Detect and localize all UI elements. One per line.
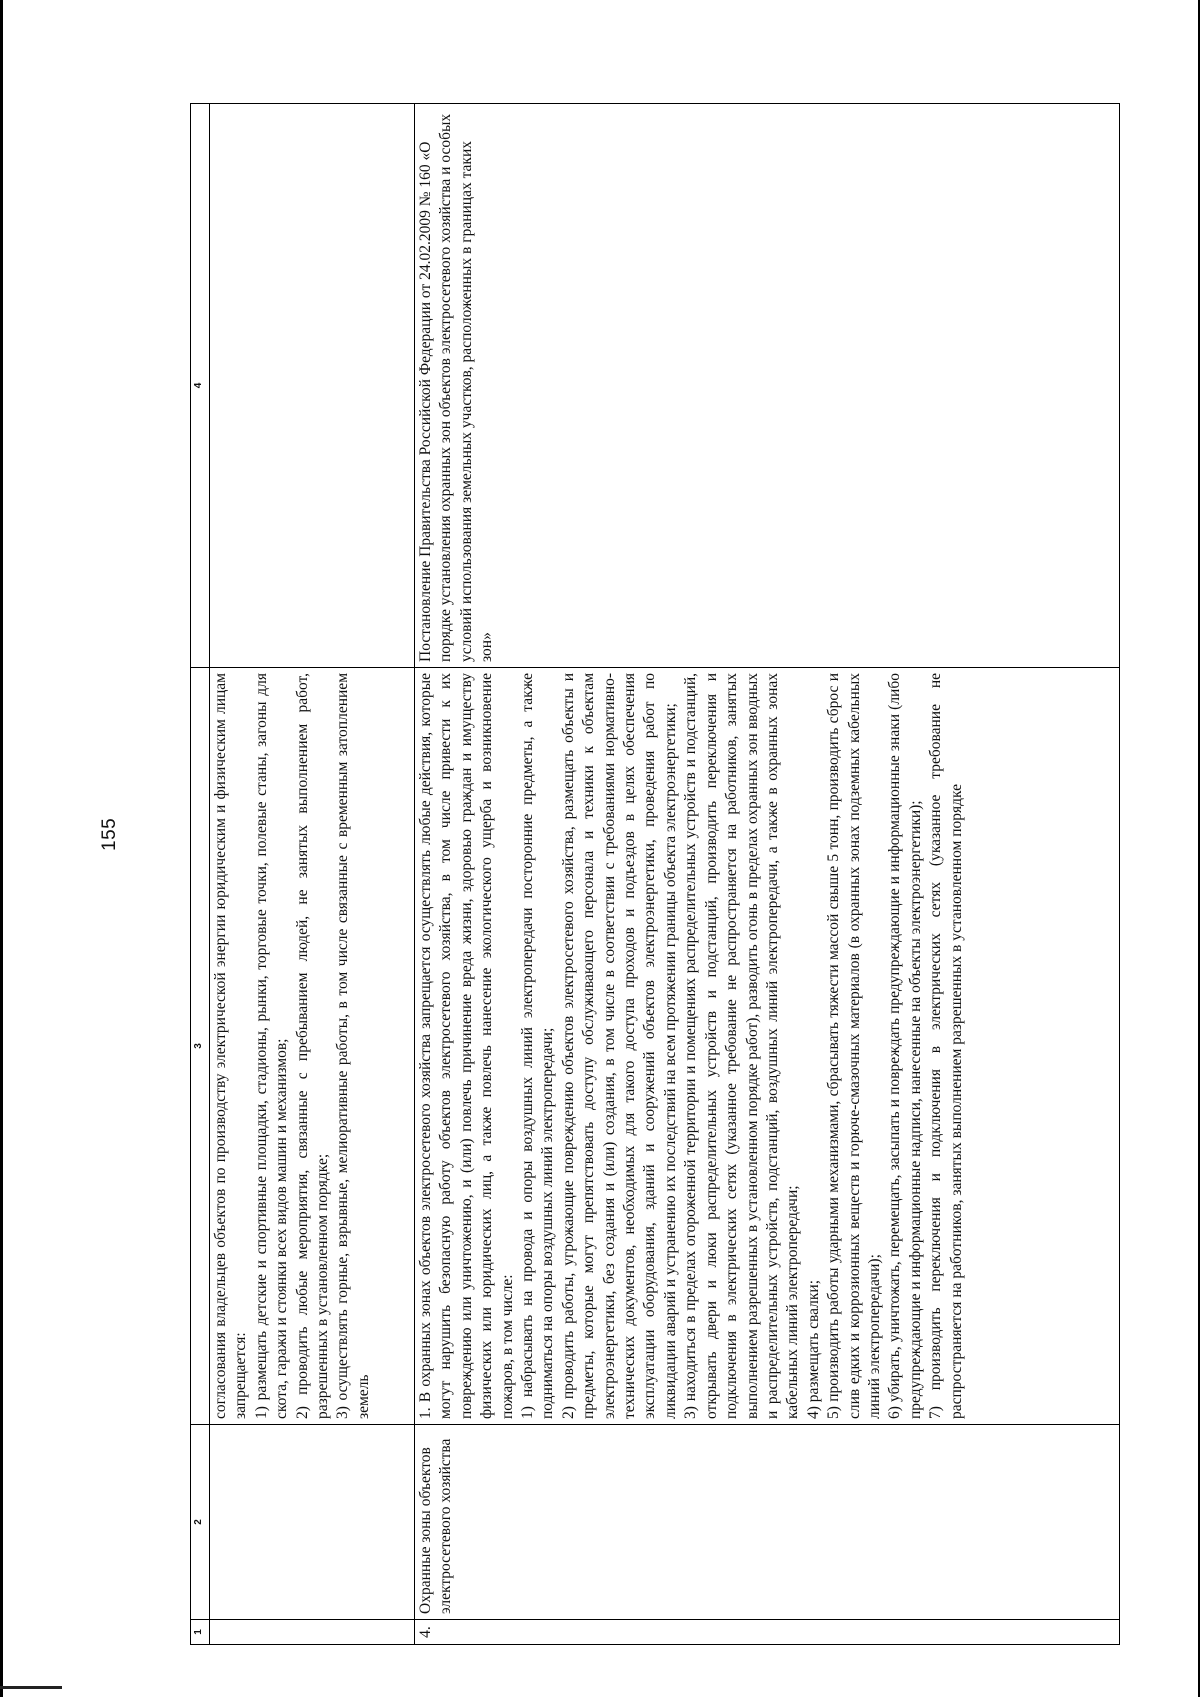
regulation-paragraph: 2) проводить любые мероприятия, связанные с пребыванием людей, не занятых выполнением работ, разрешенных в установленном порядке; [293, 673, 332, 1419]
table-row-4 [415, 104, 1120, 1645]
header-col-2: 2 [191, 1425, 210, 1620]
legal-document-reference: Постановление Правительства Российской Федерации от 24.02.2009 № 160 «О порядке установления охранных зон объектов электросетевого хозяйства и особых условий использования земельных участков, расположенных в границах таких зон» [415, 104, 1120, 668]
zone-name: Охранные зоны объектов электросетевого хозяйства [415, 1425, 1120, 1620]
regulations-table [190, 103, 1120, 1645]
row-number: 4. [415, 1620, 1120, 1645]
regulation-paragraph: 5) производить работы ударными механизмами, сбрасывать тяжести массой свыше 5 тонн, производить сброс и слив едких и коррозионных веществ и горюче-смазочных материалов (в охранных зонах подземных кабельных линий электропередачи); [825, 673, 883, 1419]
header-row [191, 104, 210, 1645]
scan-artifact-line [0, 1686, 62, 1689]
table-row-continued [210, 104, 415, 1645]
row4-regulations-cell [415, 668, 1120, 1425]
regulation-paragraph: 3) находиться в пределах огороженной территории и помещениях распределительных устройств и подстанций, открывать двери и люки распределительных устройств и подстанций, производить переключения и подключения в электрических сетях (указанное требование не распространяется на работников, занятых выполнением разрешенных в установленном порядке работ), разводить огонь в пределах охранных зон вводных и распределительных устройств, подстанций, воздушных линий электропередачи, а также в охранных зонах кабельных линий электропередачи; [682, 673, 802, 1419]
cont-num-cell [210, 1620, 415, 1645]
cont-document-cell [210, 104, 415, 668]
regulation-paragraph: 6) убирать, уничтожать, перемещать, засыпать и повреждать предупреждающие и информационные знаки (либо предупреждающие и информационные надписи, нанесенные на объекты электроэнергетики); [886, 673, 924, 1419]
regulation-paragraph: 2) проводить работы, угрожающие повреждению объектов электросетевого хозяйства, размещать объекты и предметы, которые могут препятствовать доступу обслуживающего персонала и техники к объектам электроэнергетики, без создания и (или) создания, в том числе в соответствии с требованиями нормативно-технических документов, необходимых для такого доступа проходов и подъездов в целях обеспечения эксплуатации оборудования, зданий и сооружений объектов электроэнергетики, проведения работ по ликвидации аварий и устранению их последствий на всем протяжении границы объекта электроэнергетики; [559, 673, 679, 1419]
regulation-paragraph: согласования владельцев объектов по производству электрической энергии юридическим и физическим лицам запрещается: [212, 673, 250, 1419]
scan-left-edge [0, 0, 3, 1697]
rotated-table-container [190, 104, 1120, 1645]
header-col-4: 4 [191, 104, 210, 668]
regulation-paragraph: 1) набрасывать на провода и опоры воздушных линий электропередачи посторонние предметы, а также подниматься на опоры воздушных линий электропередачи; [519, 673, 557, 1419]
regulation-paragraph: 4) размещать свалки; [804, 1279, 822, 1419]
regulation-paragraph: 3) осуществлять горные, взрывные, мелиоративные работы, в том числе связанные с временным затоплением земель [334, 673, 372, 1419]
header-col-1: 1 [191, 1620, 210, 1645]
regulation-paragraph: 1. В охранных зонах объектов электросетевого хозяйства запрещается осуществлять любые действия, которые могут нарушить безопасную работу объектов электросетевого хозяйства, в том числе привести к их повреждению или уничтожению, и (или) повлечь причинение вреда жизни, здоровью граждан и имуществу физических или юридических лиц, а также повлечь нанесение экологического ущерба и возникновение пожаров, в том числе: [417, 673, 516, 1419]
regulation-paragraph: 7) производить переключения и подключения в электрических сетях (указанное требование не распространяется на работников, занятых выполнением разрешенных в установленном порядке [927, 673, 965, 1419]
cont-zone-cell [210, 1425, 415, 1620]
cont-regulations-cell [210, 668, 415, 1425]
header-col-3: 3 [191, 668, 210, 1425]
regulation-paragraph: 1) размещать детские и спортивные площадки, стадионы, рынки, торговые точки, полевые станы, загоны для скота, гаражи и стоянки всех видов машин и механизмов; [252, 673, 291, 1419]
page-number: 155 [99, 817, 120, 851]
